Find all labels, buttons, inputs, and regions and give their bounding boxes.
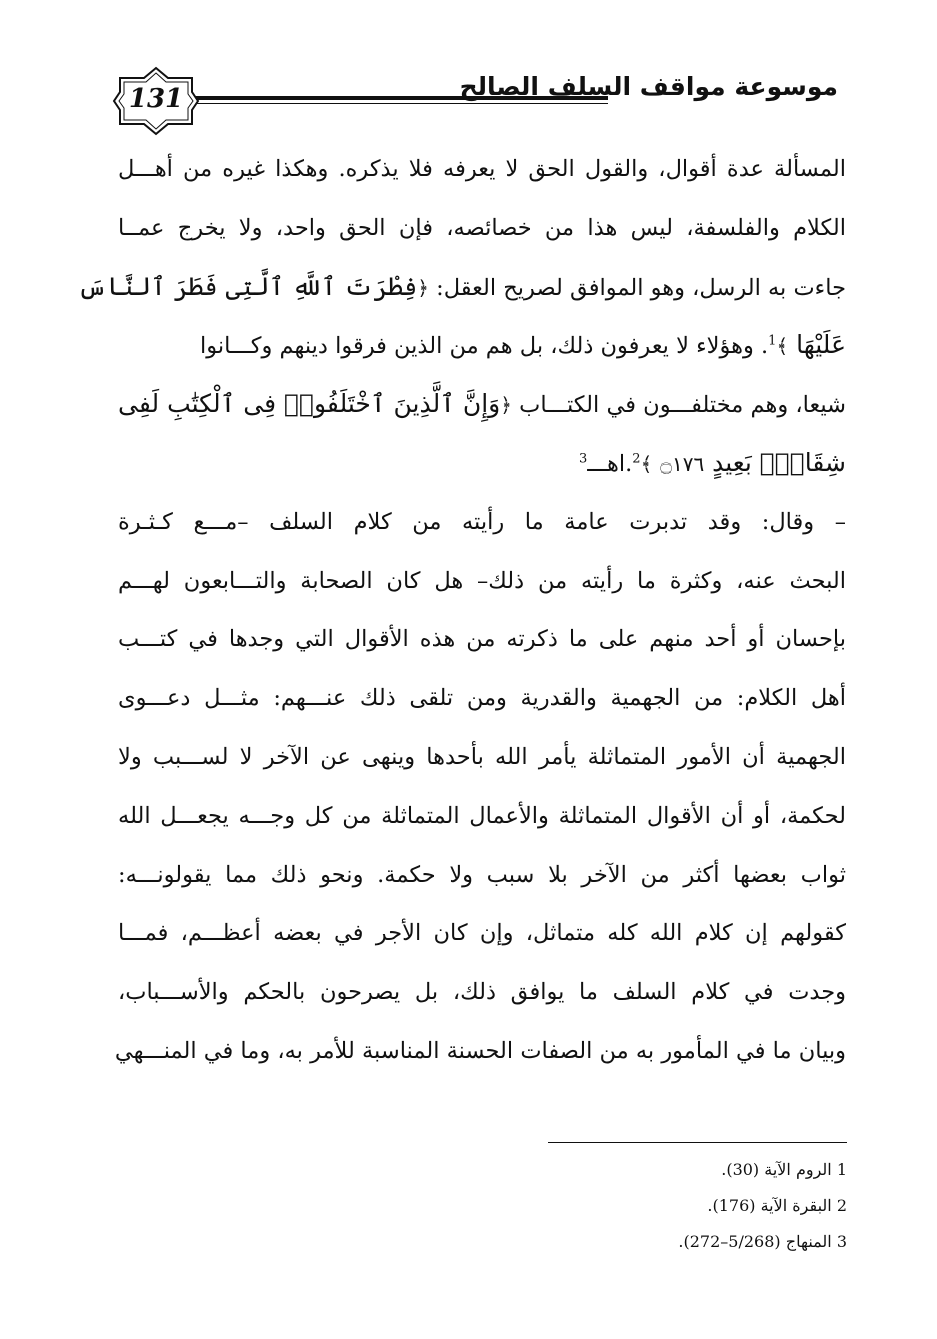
text-line: ثواب بعضها أكثر من الآخر بلا سبب ولا حكمة. ونحو ذلك مما يقولونـــه: <box>118 861 846 888</box>
body-text <box>77 140 847 1081</box>
text-line: وجدت في كلام السلف ما يوافق ذلك، بل يصرحون بالحكم والأســـباب، <box>118 979 846 1006</box>
footnote-number: 3 <box>836 1232 847 1251</box>
footnote-number: 1 <box>836 1160 847 1179</box>
footnote <box>500 1188 847 1224</box>
text-line: – وقال: وقد تدبرت عامة ما رأيته من كلام السلف –مـــع كـثـرة <box>118 508 846 535</box>
text-line: أهل الكلام: من الجهمية والقدرية ومن تلقى ذلك عنـــهم: مثـــل دعـــوى <box>118 685 846 712</box>
quran-verse-text: شِقَاقٍۭ بَعِيدٍ <box>712 447 846 477</box>
text-line <box>77 258 846 317</box>
quran-verse-text: عَلَيْهَا <box>796 330 846 360</box>
verse-number: ١٧٦ <box>671 451 705 476</box>
text-line: كقولهم إن كلام الله كله متماثل، وإن كان الأجر في بعضه أعظـــم، فمـــا <box>118 920 846 947</box>
text-line: البحث عنه، وكثرة ما رأيته من ذلك– هل كان الصحابة والتـــابعون لهـــم <box>118 567 846 594</box>
text-line: الكلام والفلسفة، ليس هذا من خصائصه، فإن الحق واحد، ولا يخرج عمــا <box>118 214 846 241</box>
text-line: لحكمة، أو أن الأقوال المتماثلة والأعمال المتماثلة من كل وجـــه يجعـــل الله <box>118 802 846 829</box>
footnote-ref: 3 <box>578 451 588 467</box>
quran-verse <box>118 389 512 418</box>
text-line <box>118 375 846 434</box>
footnote-text: الروم الآية (30). <box>721 1160 832 1179</box>
text-line: وبيان ما في المأمور به من الصفات الحسنة المناسبة للأمر به، وما في المنـــهي <box>114 1037 846 1064</box>
page-header <box>0 60 937 140</box>
quran-verse-text: وَإِنَّ ٱلَّذِينَ ٱخْتَلَفُوا۟ فِى ٱلْكِتَٰبِ لَفِى <box>118 389 501 419</box>
footnote-text: المنهاج (5/268–272). <box>678 1232 832 1251</box>
footnote-ref: 1 <box>768 333 777 349</box>
page-number-badge <box>112 66 200 136</box>
text-segment: شيعا، وهم مختلفـــون في الكتـــاب <box>519 392 847 419</box>
footnote <box>500 1224 847 1260</box>
text-segment: جاءت به الرسل، وهو الموافق لصريح العقل: <box>436 274 846 301</box>
quran-bracket-open: ﴿ <box>500 393 512 418</box>
quran-verse <box>78 272 429 301</box>
quran-bracket-open: ﴿ <box>417 275 429 300</box>
book-title: موسوعة مواقف السلف الصالح <box>459 72 838 101</box>
text-segment: .اهـــ <box>587 450 633 477</box>
verse-end-marker: ۝١٧٦ <box>660 451 705 476</box>
footnote-ref: 2 <box>632 451 641 467</box>
text-line: الجهمية أن الأمور المتماثلة يأمر الله بأحدها وينهى عن الآخر لا لســـبب ولا <box>118 743 846 770</box>
page-number: 131 <box>128 84 184 114</box>
quran-verse-text: فِطْرَتَ ٱللَّهِ ٱلَّتِى فَطَرَ ٱلنَّاسَ <box>77 271 418 301</box>
text-line: المسألة عدة أقوال، والقول الحق لا يعرفه فلا يذكره. وهكذا غيره من أهـــل <box>118 156 846 182</box>
footnote-number: 2 <box>836 1196 847 1215</box>
footnote-text: البقرة الآية (176). <box>707 1196 832 1215</box>
quran-bracket-close: ﴾ <box>640 451 653 476</box>
text-line <box>118 434 846 493</box>
header-rule-thin <box>196 103 608 104</box>
text-line: بإحسان أو أحد منهم على ما ذكرته من هذه الأقوال التي وجدها في كتـــب <box>118 626 846 653</box>
quran-bracket-close: ﴾ <box>776 334 789 359</box>
footnotes <box>500 1152 847 1260</box>
footnote <box>500 1152 847 1188</box>
footnote-divider <box>548 1142 847 1143</box>
text-line <box>118 316 846 375</box>
quran-verse <box>641 448 846 477</box>
text-segment: . وهؤلاء لا يعرفون ذلك، بل هم من الذين فرقوا دينهم وكـــانوا <box>200 333 769 360</box>
quran-verse <box>776 330 846 359</box>
